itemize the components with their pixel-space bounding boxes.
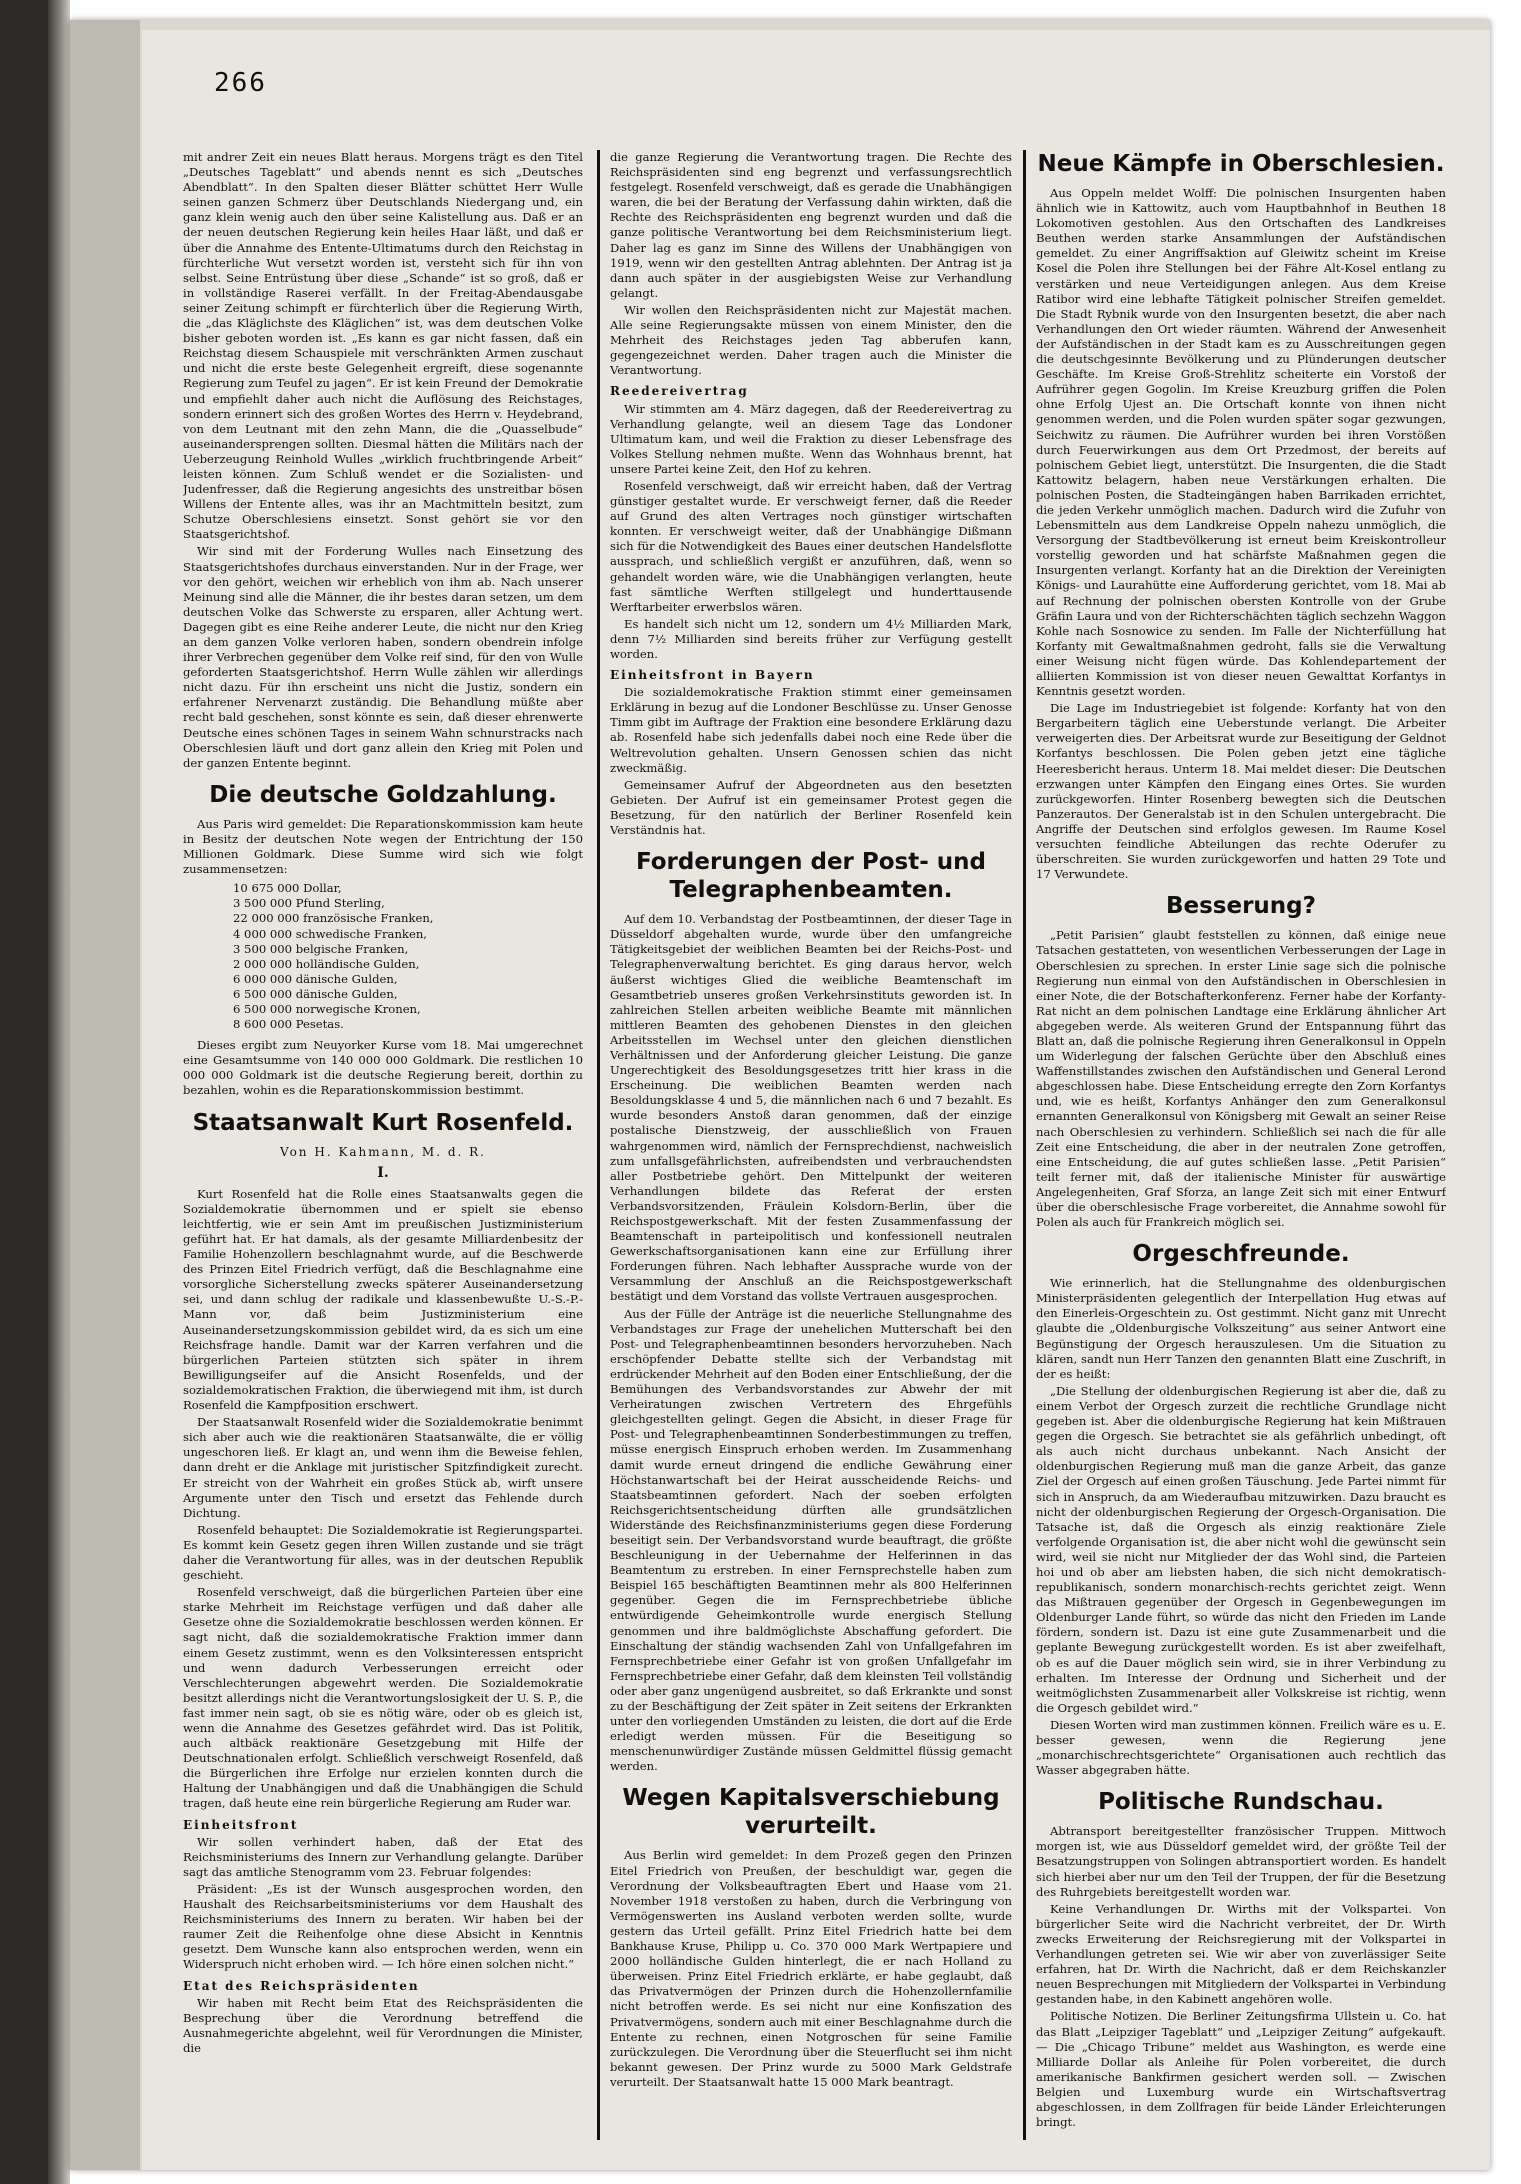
article-text: „Die Stellung der oldenburgischen Regierung ist aber die, daß zu einem Verbot der Orgesch zurzeit die rechtliche Grundlage nicht gegeben ist. Aber die oldenburgische Regierung hat kein Mißtrauen gegen die Orgesch. Sie betrachtet sie als gefährlich unbedingt, oft als auch nicht durchaus unbekannt. Nach Ansicht der oldenburgischen Regierung muß man die ganze Arbeit, das ganze Ziel der Orgesch auf einen großen Täuschung. Jede Partei nimmt für sich in Anspruch, da am Wiederaufbau mitzuwirken. Dazu braucht es nicht der oldenburgischen Regierung der Orgesch-Organisation. Die Tatsache ist, daß die Orgesch als einzig reaktionäre Ziele verfolgende Organisation ist, die aber nicht wohl die gewünscht sein wird, weil sie nicht nur Mitglieder der das Wohl sind, die Parteien hoi und ob aber am liebsten haben, die sich nicht demokratisch-republikanisch, sondern monarchisch-rechts gerichtet zeigt. Wenn das Mißtrauen gegenüber der Orgesch in Gegenbewegungen im Oldenburger Lande führt, so würde das nicht den Frieden im Lande fördern, sondern ist. Dazu ist eine gute Zusammenarbeit und die geplante Bewegung zurückgestellt worden. Es ist aber zweifelhaft, ob es auf die Dauer möglich sein wird, sie in ihrer Verbindung zu erhalten. Im Interesse der Ordnung und Sicherheit und der weitmöglichsten Zusammenarbeit aller Volkskreise ist richtig, wenn die Orgesch gebildet wird.“ [1036,1383,1446,1715]
article-text: Aus Paris wird gemeldet: Die Reparationskommission kam heute in Besitz der deutschen Note wegen der Entrichtung der 150 Millionen Goldmark. Diese Summe wird sich wie folgt zusammensetzen: [183,816,583,877]
list-item: 22 000 000 französische Franken, [233,911,434,926]
list-item: 4 000 000 schwedische Franken, [233,926,427,941]
column-1 [183,150,583,2140]
page-number: 266 [214,68,267,98]
subhead-einheitsfront: Einheitsfront [183,1817,299,1832]
article-text: Präsident: „Es ist der Wunsch ausgesprochen worden, den Haushalt des Reichsarbeitsministeriums vor dem Haushalt des Reichsministeriums des Innern zu beraten. Wir haben bei der raumer Zeit die Reihenfolge ohne diese Absicht in Kenntnis gesetzt. Dem Wunsche kann also entsprochen werden, wenn ein Widerspruch nicht erhoben wird. — Ich höre einen solchen nicht.“ [183,1881,583,1972]
article-text: Abtransport bereitgestellter französischer Truppen. Mittwoch morgen ist, wie aus Düsseldorf gemeldet wird, der größte Teil der Besatzungstruppen von Solingen abtransportiert worden. Es handelt sich hierbei aber nur um den Teil der Truppen, der für die Besetzung des Ruhrgebiets bereitgestellt worden war. [1036,1824,1446,1899]
subhead-etat: Etat des Reichspräsidenten [183,1978,420,1993]
article-text: Wir wollen den Reichspräsidenten nicht zur Majestät machen. Alle seine Regierungsakte müssen von einem Minister, den die Mehrheit des Reichstages jeden Tag abberufen kann, gegengezeichnet werden. Daher tragen auch die Minister die Verantwortung. [610,302,1012,378]
byline: Von H. Kahmann, M. d. R. [280,1144,486,1159]
headline-rosenfeld: Staatsanwalt Kurt Rosenfeld. [192,1109,574,1136]
column-2 [610,150,1012,2140]
headline-besserung: Besserung? [1165,893,1316,920]
article-text: Wir sollen verhindert haben, daß der Etat des Reichsministeriums des Innern zur Verhandlung gelangte. Darüber sagt das amtliche Stenogramm vom 23. Februar folgendes: [183,1834,583,1879]
article-text: „Petit Parisien“ glaubt feststellen zu können, daß einige neue Tatsachen gestatteten, von wesentlichen Verbesserungen der Lage in Oberschlesien zu sprechen. In erster Linie sage sich die polnische Regierung nun einmal von den Aufständischen in Oberschlesien in einer Note, die der Botschafterkonferenz. Ferner habe der Korfanty-Rat nicht an dem polnischen Landtage eine Erklärung ähnlicher Art abgegeben werde. Als weiteren Grund der Entspannung führt das Blatt an, daß die polnische Regierung ihren Generalkonsul in Oppeln um Widerlegung der falschen Gerüchte über den Abschluß eines Waffenstillstandes zwischen den Aufständischen und General Lerond abgeschlossen habe. Diese Entscheidung erregte den Zorn Korfantys und, wie es heißt, Korfantys Anhänger den zum Generalkonsul ernannten Generalkonsul von Königsberg mit Gewalt an seiner Reise nach Oberschlesien zu verhindern. Schließlich sei nach die für alle Zeit eine Entscheidung, die aber in der neutralen Zone getroffen, eine Entscheidung, die auf gutes schließen lasse. „Petit Parisien“ teilt ferner mit, daß der italienische Minister für auswärtige Angelegenheiten, Graf Sforza, an lange Zeit sich mit einer Entwurf über die oberschlesische Frage vorbereitet, die Annahme sowohl für Polen als auch für Frankreich möglich sei. [1036,928,1446,1230]
column-3 [1036,150,1446,2140]
article-text: Rosenfeld verschweigt, daß wir erreicht haben, daß der Vertrag günstiger gestaltet wurde. Er verschweigt ferner, daß die Reeder auf Grund des alten Vertrages noch günstiger wirtschaften konnten. Er verschweigt weiter, daß der Unabhängige Dißmann sich für die Notwendigkeit des Baues einer deutschen Handelsflotte aussprach, und schließlich vergißt er anzuführen, daß, wenn so gehandelt worden wäre, wie die Unabhängigen verlangten, heute fast sämtliche Werften stillgelegt und hunderttausende Werftarbeiter erwerbslos wären. [610,478,1012,614]
article-text: Auf dem 10. Verbandstag der Postbeamtinnen, der dieser Tage in Düsseldorf abgehalten wurde, wurde über den umfangreiche Tätigkeitsgebiet der weiblichen Beamten bei der Reichs-Post- und Telegraphenverwaltung berichtet. Es ging daraus hervor, welch äußerst wichtiges Glied die weibliche Beamtenschaft im Gesamtbetrieb unseres großen Verkehrsinstituts geworden ist. In zahlreichen Stellen arbeiten weibliche Beamte mit männlichen mittleren Beamten des gehobenen Dienstes in den gleichen Arbeitsstellen im Wechsel unter den gleichen dienstlichen Verhältnissen und der Anforderung gleicher Leistung. Die ganze Ungerechtigkeit des Besoldungsgesetzes tritt hier krass in die Erscheinung. Die weiblichen Beamten werden nach Besoldungsklasse 4 und 5, die männlichen nach 6 und 7 bezahlt. Es wurde besonders Anstoß daran genommen, daß der einzige postalische Dienstzweig, der ausschließlich von Frauen wahrgenommen wird, nämlich der Fernsprechdienst, nachweislich zum unfallsgefährlichsten, aufreibendsten und verbrauchendsten aller Postbetriebe gehört. Den Mittelpunkt der weiteren Verhandlungen bildete das Referat der ersten Verbandsvorsitzenden, Fräulein Kolsdorn-Berlin, über die Reichspostgewerkschaft. Mit der festen Zusammenfassung der Beamtenschaft in parteipolitisch und konfessionell neutralen Gewerkschaftsorganisationen kann eine zur Erfüllung ihrer Forderungen führen. Nach lebhafter Aussprache wurde von der Versammlung der Anschluß an die Reichspostgewerkschaft bestätigt und dem Vorstand das vollste Vertrauen ausgesprochen. [610,912,1012,1304]
list-item: 2 000 000 holländische Gulden, [233,956,420,971]
headline-kapitalsverschiebung: Wegen Kapitalsverschiebung verurteilt. [622,1785,1000,1840]
subhead-bayern: Einheitsfront in Bayern [610,668,815,683]
article-text: Kurt Rosenfeld hat die Rolle eines Staatsanwalts gegen die Sozialdemokratie übernommen und er spielt sie ebenso leichtfertig, wie er sein Amt im preußischen Justizministerium geführt hat. Er hat damals, als der gesamte Milliardenbesitz der Familie Hohenzollern beschlagnahmt wurde, auf die Beschwerde des Prinzen Eitel Friedrich verfügt, daß die Beschlagnahme eine vorsorgliche Sicherstellung zwecks späterer Auseinandersetzung sei, und dann schlug der radikale und klassenbewußte U.-S.-P.-Mann vor, daß beim Justizministerium eine Auseinandersetzungskommission gebildet wird, da es sich um eine Reichsfrage handle. Damit war der Karren verfahren und die bürgerlichen Parteien stützten sich später in ihrem Bewilligungseifer auf die Ansicht Rosenfelds, und der sozialdemokratischen Fraktion, die überwiegend mit ihm, ist durch Rosenfeld die Kampfposition erschwert. [183,1186,583,1413]
article-text: die ganze Regierung die Verantwortung tragen. Die Rechte des Reichspräsidenten sind eng begrenzt und verfassungsrechtlich festgelegt. Rosenfeld verschweigt, daß es gerade die Unabhängigen waren, die bei der Beratung der Verfassung dahin wirkten, daß die Rechte des Reichspräsidenten eng begrenzt wurden und daß die ganze politische Verantwortung bei dem Reichsministerium liegt. Daher lag es ganz im Sinne des Willens der Unabhängigen von 1919, wenn wir den gestellten Antrag ablehnten. Der Antrag ist ja dann auch später in der ausgiebigsten Weise zur Verhandlung gelangt. [610,150,1012,300]
article-text: Diesen Worten wird man zustimmen können. Freilich wäre es u. E. besser gewesen, wenn die Regierung jene „monarchischrechtsgerichtete“ Organisationen auch rechtlich das Wasser abgegraben hätte. [1036,1717,1446,1778]
headline-oberschlesien: Neue Kämpfe in Oberschlesien. [1037,151,1445,177]
list-item: 6 500 000 dänische Gulden, [233,986,398,1001]
book-gutter [48,0,70,2184]
list-item: 8 600 000 Pesetas. [233,1017,344,1032]
article-text: Wie erinnerlich, hat die Stellungnahme des oldenburgischen Ministerpräsidenten gelegentlich der Interpellation Hug etwas auf den Einerleis-Orgeschtein zu. Ost gestimmt. Nicht ganz mit Unrecht glaubte die „Oldenburgische Volkszeitung“ aus seiner Antwort eine Begünstigung der Orgesch herauszulesen. Um die Situation zu klären, sandt nun Herr Tanzen den genannten Blatt eine Zuschrift, in der es heißt: [1036,1276,1446,1381]
article-text: Der Staatsanwalt Rosenfeld wider die Sozialdemokratie benimmt sich aber auch wie die reaktionären Staatsanwälte, die er völlig ungeschoren ließ. Er klagt an, und wenn ihm die Beweise fehlen, dann dreht er die Anklage mit juristischer Spitzfindigkeit zurecht. Er streicht von der Wahrheit ein großes Stück ab, wirft unsere Argumente unter den Tisch und ersetzt das Fehlende durch Dichtung. [183,1415,583,1520]
article-text: Wir sind mit der Forderung Wulles nach Einsetzung des Staatsgerichtshofes durchaus einverstanden. Nur in der Frage, wer vor den gehört, weichen wir erheblich von ihm ab. Nach unserer Meinung sind alle die Männer, die ihr bestes daran setzen, um dem deutschen Volke das Schwerste zu ersparen, aller Achtung wert. Dagegen gibt es eine Reihe anderer Leute, die nicht nur den Krieg an dem ganzen Volke verloren haben, sondern obendrein infolge ihrer Verbrechen gegenüber dem Volke reif sind, für den von Wulle geforderten Staatsgerichtshof. Herrn Wulle zählen wir allerdings nicht dazu. Für ihn erscheint uns nicht die Justiz, sondern ein erfahrener Nervenarzt zuständig. Die Behandlung müßte aber recht bald geschehen, sonst könnte es sein, daß dieser ehrenwerte Deutsche eines schönen Tages in seinem Wahn schnurstracks nach Oberschlesien läuft und dort ganz allein den Krieg mit Polen und der ganzen Entente beginnt. [183,544,583,770]
subhead-reedereivertrag: Reedereivertrag [610,384,749,399]
article-text: Rosenfeld behauptet: Die Sozialdemokratie ist Regierungspartei. Es kommt kein Gesetz gegen ihren Willen zustande und sie trägt daher die Verantwortung für alles, was in der deutschen Republik geschieht. [183,1522,583,1583]
article-text: Rosenfeld verschweigt, daß die bürgerlichen Parteien über eine starke Mehrheit im Reichstage verfügen und daß daher alle Gesetze ohne die Sozialdemokratie beschlossen werden können. Er sagt nicht, daß die sozialdemokratische Fraktion immer dann einem Gesetz zustimmt, wenn es den Volksinteressen entspricht und wenn dadurch Verbesserungen erreicht oder Verschlechterungen abgewehrt werden. Die Sozialdemokratie besitzt allerdings nicht die Verantwortungslosigkeit der U. S. P., die fast immer nein sagt, ob sie es nötig wäre, oder ob es gleich ist, wenn die Annahme des Gesetzes gefährdet wird. Das ist Politik, auch altbäck reaktionäre Gesetzgebung mit Hilfe der Deutschnationalen erfolgt. Schließlich verschweigt Rosenfeld, daß die Bürgerlichen ihre Erfolge nur erzielen konnten durch die Haltung der Unabhängigen und daß die Unabhängigen die Schuld tragen, daß heute eine rein bürgerliche Regierung am Ruder war. [183,1585,583,1811]
column-rule-left [597,150,600,2140]
article-text: Dieses ergibt zum Neuyorker Kurse vom 18. Mai umgerechnet eine Gesamtsumme von 140 000 000 Goldmark. Die restlichen 10 000 000 Goldmark ist die deutsche Regierung bereit, dorthin zu bezahlen, wohin es die Reparationskommission bestimmt. [183,1038,583,1098]
list-item: 3 500 000 Pfund Sterling, [233,896,385,911]
column-rule-right [1023,150,1026,2140]
headline-rundschau: Politische Rundschau. [1098,1789,1384,1816]
headline-goldzahlung: Die deutsche Goldzahlung. [209,781,557,808]
headline-post-telegraphen: Forderungen der Post- und Telegraphenbeamten. [635,849,987,904]
list-item: 3 500 000 belgische Franken, [233,941,409,956]
list-item: 6 500 000 norwegische Kronen, [233,1001,421,1016]
list-item: 6 000 000 dänische Gulden, [233,971,398,986]
headline-orgeschfreunde: Orgeschfreunde. [1132,1241,1350,1268]
article-text: Aus Oppeln meldet Wolff: Die polnischen Insurgenten haben ähnlich wie in Kattowitz, auch vom Hauptbahnhof in Beuthen 18 Lokomotiven gestohlen. Aus den Ortschaften des Landkreises Beuthen werden starke Ansammlungen der Aufständischen gemeldet. Zu einer Angriffsaktion auf Gleiwitz scheint im Kreise Kosel die Polen ihre Stellungen bei der Fähre Alt-Kosel entlang zu verstärken und neue Verteidigungen anlegen. Aus dem Kreise Ratibor wird eine lebhafte Tätigkeit polnischer Streifen gemeldet. Die Stadt Rybnik wurde von den Insurgenten besetzt, die aber nach Verhandlungen den Ort wieder räumten. Während der Anwesenheit der Aufständischen in der Stadt kam es zu Ausschreitungen gegen die deutschgesinnte Bevölkerung und zu Plünderungen deutscher Geschäfte. Im Kreise Groß-Strehlitz scheiterte ein Vorstoß der Aufrührer gegen Gogolin. Im Kreise Kreuzburg griffen die Polen ohne Erfolg Ujest an. Die Ortschaft konnte von ihnen nicht genommen werden, und die Polen wurden später sogar gezwungen, Seichwitz zu räumen. Die Aufrührer wurden bei ihren Vorstößen durch Feuerwirkungen aus dem Ort Przedmost, der bereits auf polnischem Gebiet liegt, unterstützt. Die Insurgenten, die die Stadt Kattowitz belagern, haben neue Verstärkungen erhalten. Die polnischen Posten, die Stadteingängen haben Barrikaden errichtet, die jeden Verkehr unmöglich machen. Dadurch wird die Zufuhr von Lebensmitteln aus dem Landkreise Oppeln nahezu unmöglich, die Versorgung der Stadtbevölkerung ist erneut beim Kreiskontrolleur vorstellig geworden und hat schärfste Maßnahmen gegen die Insurgenten verlangt. Korfanty hat an die Direktion der Vereinigten Königs- und Laurahütte eine Aufforderung gerichtet, vom 18. Mai ab auf Rechnung der polnischen obersten Kontrolle von der Grube Gräfin Laura und von der Richterschächten täglich sechzehn Waggon Kohle nach Sosnowice zu senden. Im Falle der Nichterfüllung hat Korfanty mit Gewaltmaßnahmen gedroht, falls sie die Verwaltung einer Weisung nicht fügen würde. Das Kohlendepartement der alliierten Kommission ist von dieser neuen Gewalttat Korfantys in Kenntnis gesetzt worden. [1036,186,1446,699]
list-item: 10 675 000 Dollar, [233,881,342,896]
article-text: Gemeinsamer Aufruf der Abgeordneten aus den besetzten Gebieten. Der Aufruf ist ein gemeinsamer Protest gegen die Besetzung, für den natürlich der Berliner Rosenfeld kein Verständnis hat. [610,777,1012,838]
article-text: Wir haben mit Recht beim Etat des Reichspräsidenten die Besprechung über die Verordnung betreffend die Ausnahmegerichte abgelehnt, weil für Verordnungen die Minister, die [183,1995,583,2055]
article-text: Politische Notizen. Die Berliner Zeitungsfirma Ullstein u. Co. hat das Blatt „Leipziger Tageblatt“ und „Leipziger Zeitung“ aufgekauft. — Die „Chicago Tribune“ meldet aus Washington, es werde eine Milliarde Dollar als Anleihe für Polen vorbereitet, die durch amerikanische Bankfirmen gesichert werden soll. — Zwischen Belgien und Luxemburg wurde ein Wirtschaftsvertrag abgeschlossen, in dem Zollfragen für beide Länder Erleichterungen bringt. [1036,2009,1446,2130]
article-text: Es handelt sich nicht um 12, sondern um 4½ Milliarden Mark, denn 7½ Milliarden sind bereits früher zur Verfügung gestellt worden. [610,616,1012,661]
article-text: Keine Verhandlungen Dr. Wirths mit der Volkspartei. Von bürgerlicher Seite wird die Nachricht verbreitet, der Dr. Wirth zwecks Erweiterung der Reichsregierung mit der Volkspartei in Verhandlungen getreten sei. Wie wir aber von zuverlässiger Seite erfahren, hat Dr. Wirth die Nachricht, daß er dem Reichskanzler neuen Besprechungen mit Mitgliedern der Volkspartei in Verbindung gestanden habe, in den Kabinett angehören wolle. [1036,1901,1446,2007]
article-text: Aus Berlin wird gemeldet: In dem Prozeß gegen den Prinzen Eitel Friedrich von Preußen, der beschuldigt war, gegen die Verordnung der Volksbeauftragten Ebert und Haase vom 21. November 1918 verstoßen zu haben, durch die Verbringung von Vermögenswerten ins Ausland verboten werden sollte, wurde gestern das Urteil gefällt. Prinz Eitel Friedrich hatte bei dem Bankhause Kruse, Philipp u. Co. 370 000 Mark Wertpapiere und 2000 holländische Gulden hinterlegt, die er nach Holland zu überweisen. Prinz Eitel Friedrich erklärte, er habe geglaubt, daß das Privatvermögen der Prinzen durch die Hohenzollernfamilie nicht betroffen werde. Es sei nicht nur eine Konfiszation des Privatvermögens, sondern auch mit einer Beschlagnahme durch die Entente zu rechnen, einen Notgroschen für seine Familie zurückzulegen. Die Verordnung über die Steuerflucht sei ihm nicht bekannt gewesen. Der Prinz wurde zu 5000 Mark Geldstrafe verurteilt. Der Staatsanwalt hatte 15 000 Mark beantragt. [610,1848,1012,2089]
currency-list [233,881,583,1032]
article-text: Wir stimmten am 4. März dagegen, daß der Reedereivertrag zu Verhandlung gelangte, weil an diesem Tage das Londoner Ultimatum kam, und weil die Fraktion zu dieser Lebensfrage des Volkes Stellung nehmen mußte. Wenn das Wohnhaus brennt, hat unsere Partei keine Zeit, den Hof zu kehren. [610,401,1012,476]
article-text: Die sozialdemokratische Fraktion stimmt einer gemeinsamen Erklärung in bezug auf die Londoner Beschlüsse zu. Unser Genosse Timm gibt im Auftrage der Fraktion eine besondere Erklärung dazu ab. Rosenfeld habe sich jedenfalls dabei noch eine Rede über die Weltrevolution gehalten. Unsern Genossen schien das nicht zweckmäßig. [610,685,1012,775]
article-text: Aus der Fülle der Anträge ist die neuerliche Stellungnahme des Verbandstages zur Frage der unehelichen Mutterschaft bei den Post- und Telegraphenbeamtinnen besonders hervorzuheben. Nach erschöpfender Debatte stellte sich der Verbandstag mit erdrückender Mehrheit auf den Boden einer Entschließung, der die Bemühungen des Verbandsvorstandes zur Abwehr der mit Verheiratungen zwischen Vertretern des Ehrgefühls gleichgestellten gelingt. Gegen die Absicht, in dieser Frage für Post- und Telegraphenbeamtinnen Sonderbestimmungen zu treffen, müsse energisch Einspruch erhoben werden. Im Zusammenhang damit wurde erneut dringend die endliche Gewährung einer Höchstanwartschaft bei der Heirat ausscheidende Reichs- und Staatsbeamtinnen gefordert. Nach der soeben erfolgten Reichsgerichtsentscheidung dürften alle grundsätzlichen Widerstände des Reichsfinanzministeriums gegen diese Forderung beseitigt sein. Der Verbandsvorstand wurde beauftragt, die größte Beschleunigung in der Uebernahme der Helferinnen in das Beamtentum zu erstreben. In einer Fernsprechstelle haben zum Beispiel 165 beschäftigten Beamtinnen mehr als 800 Helferinnen gegenüber. Gegen die im Fernsprechbetriebe übliche entwürdigende Geheimkontrolle wurde energisch Stellung genommen und ihre baldmöglichste Abschaffung gefordert. Die Einschaltung der ständig wachsenden Zahl von Unfallgefahren im Fernsprechbetriebe einer Gefahr ist von großen Unfallgefahr im Fernsprechbetriebe einer Gefahr, daß dem kleinsten Teil vollständig oder aber ganz ungenügend ausbreitet, so daß Erkrankte und sonst zu der Beschäftigung der Zeit später in Zeit seitens der Erkrankten unter den vorliegenden Umständen zu leisten, die dort auf die Erde erledigt werden müssen. Für die Beseitigung so menschenunwürdiger Zustände müssen Geldmittel flüssig gemacht werden. [610,1306,1012,1774]
article-text: Die Lage im Industriegebiet ist folgende: Korfanty hat von den Bergarbeitern täglich eine Ueberstunde verlangt. Die Arbeiter verweigerten dies. Der Arbeitsrat wurde zur Beseitigung der Geldnot Korfantys beschlossen. Die Polen geben jetzt eine tägliche Heeresbericht heraus. Unterm 18. Mai meldet dieser: Die Deutschen erzwangen unter Kämpfen den Eingang eines Ortes. Sie wurden zurückgeworfen. Hinter Rosenberg bewegten sich die Deutschen Panzerautos. Der Generalstab ist in den Schulen untergebracht. Die Angriffe der Deutschen sind erfolglos gewesen. Im Raume Kosel versuchten feindliche Abteilungen das rechte Oderufer zu überschreiten. Sie wurden zurückgeworfen und hatten 29 Tote und 17 Verwundete. [1036,701,1446,882]
section-numeral: I. [377,1164,389,1181]
page-margin [70,20,140,2170]
article-text: mit andrer Zeit ein neues Blatt heraus. Morgens trägt es den Titel „Deutsches Tageblatt“ und abends nennt es sich „Deutsches Abendblatt“. In den Spalten dieser Blätter schüttet Herr Wulle seinen ganzen Schmerz über Deutschlands Niedergang und, ein ganz klein wenig auch den über seine Kalistellung aus. Daß er an der neuen deutschen Regierung kein heiles Haar läßt, und daß er über die Annahme des Entente-Ultimatums durch den Reichstag in fürchterliche Wut versetzt worden ist, versteht sich für ihn von selbst. Seine Entrüstung über diese „Schande“ ist so groß, daß er in vollständige Raserei verfällt. In der Freitag-Abendausgabe seiner Zeitung schimpft er fürchterlich über die Regierung Wirth, die „das Kläglichste des Kläglichen“ ist, was dem deutschen Volke bisher geboten worden ist. „Es kann es gar nicht fassen, daß ein Reichstag diesem Schauspiele mit verschränkten Armen zuschaut und nicht die erste beste Gelegenheit ergreift, diese sogenannte Regierung zum Teufel zu jagen“. Er ist kein Freund der Demokratie und empfiehlt daher auch nicht die Auflösung des Reichstages, sondern erinnert sich des großen Wortes des Herrn v. Heydebrand, von dem Leutnant mit den zehn Mann, die die „Quasselbude“ auseinandersprengen sollten. Diesmal hätten die Militärs nach der Ueberzeugung Reinhold Wulles „wirklich fruchtbringende Arbeit“ leisten können. Zum Schluß wendet er die Sozialisten- und Judenfresser, daß die Regierung angesichts des unstreitbar bösen Willens der Entente alles, was ihr an Machtmitteln besitzt, zum Schutze Oberschlesiens einsetzt. Sonst gehört sie vor den Staatsgerichtshof. [183,150,583,542]
